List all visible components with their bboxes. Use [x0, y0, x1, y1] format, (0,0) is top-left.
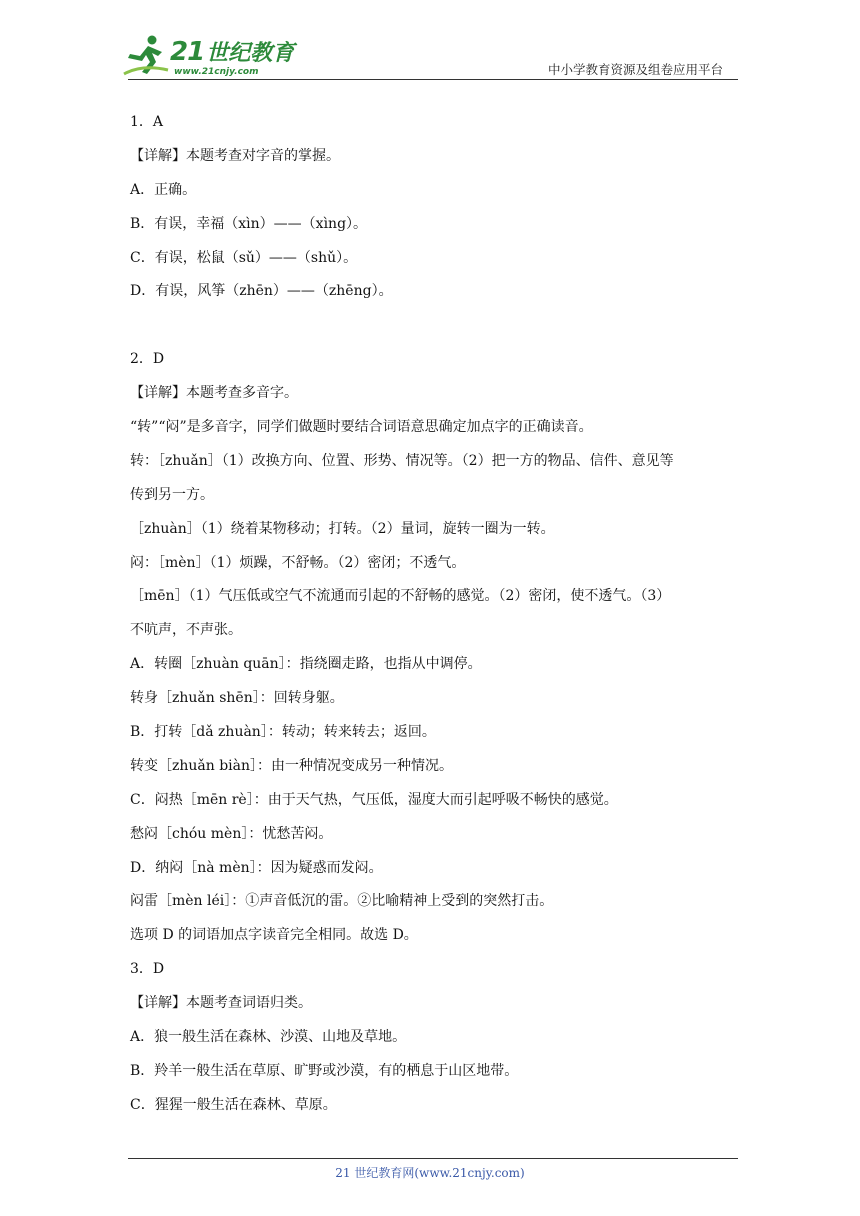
text-line: C．闷热［mēn rè］：由于天气热，气压低，湿度大而引起呼吸不畅快的感觉。 [130, 791, 618, 808]
text-line: C．猩猩一般生活在森林、草原。 [130, 1096, 337, 1113]
text-line: 3．D [130, 961, 165, 978]
text-line: D．有误，风筝（zhēn）——（zhēng）。 [130, 283, 393, 300]
text-line: 【详解】本题考查多音字。 [130, 385, 298, 402]
platform-name: 中小学教育资源及组卷应用平台 [547, 62, 723, 77]
text-line: 闷：［mèn］（1）烦躁，不舒畅。（2）密闭；不透气。 [130, 554, 466, 571]
text-line: 转身［zhuǎn shēn］：回转身躯。 [130, 690, 344, 707]
site-logo [122, 34, 295, 80]
runner-logo-icon [122, 34, 170, 78]
text-line: B．打转［dǎ zhuàn］：转动；转来转去；返回。 [130, 724, 436, 741]
text-line: 2．D [130, 351, 165, 368]
text-line: C．有误，松鼠（sǔ）——（shǔ）。 [130, 249, 358, 266]
text-line: 1．A [130, 114, 164, 130]
logo-url: www.21cnjy.com [174, 67, 259, 77]
text-line: B．羚羊一般生活在草原、旷野或沙漠，有的栖息于山区地带。 [130, 1062, 519, 1079]
text-line: A．狼一般生活在森林、沙漠、山地及草地。 [130, 1029, 407, 1046]
text-line: B．有误，幸福（xìn）——（xìng）。 [130, 215, 368, 232]
footer-divider [128, 1158, 738, 1159]
page-header [0, 0, 860, 80]
text-line: 选项 D 的词语加点字读音完全相同。故选 D。 [130, 927, 418, 944]
text-line: 闷雷［mèn léi］：①声音低沉的雷。②比喻精神上受到的突然打击。 [130, 893, 554, 910]
text-line: 传到另一方。 [130, 486, 214, 503]
page-footer: 21 世纪教育网(www.21cnjy.com) [335, 1166, 525, 1180]
text-line: “转”“闷”是多音字，同学们做题时要结合词语意思确定加点字的正确读音。 [130, 419, 593, 436]
text-line: 转变［zhuǎn biàn］：由一种情况变成另一种情况。 [130, 757, 454, 774]
text-line: A．转圈［zhuàn quān］：指绕圈走路，也指从中调停。 [130, 656, 482, 673]
answer-content [130, 110, 740, 1127]
logo-wordmark: 21世纪教育 [170, 37, 295, 67]
text-line: 转：［zhuǎn］（1）改换方向、位置、形势、情况等。（2）把一方的物品、信件、意见等 [130, 452, 674, 469]
blank-line [130, 313, 740, 347]
text-line: 【详解】本题考查对字音的掌握。 [130, 147, 340, 164]
text-line: A．正确。 [130, 181, 197, 198]
text-line: 【详解】本题考查词语归类。 [130, 995, 312, 1012]
header-divider [128, 79, 738, 80]
text-line: 不吭声，不声张。 [130, 622, 242, 639]
text-line: D．纳闷［nà mèn］：因为疑惑而发闷。 [130, 859, 383, 876]
text-line: 愁闷［chóu mèn］：忧愁苦闷。 [130, 825, 333, 842]
text-line: ［mēn］（1）气压低或空气不流通而引起的不舒畅的感觉。（2）密闭，使不透气。（3） [130, 588, 671, 605]
text-line: ［zhuàn］（1）绕着某物移动；打转。（2）量词，旋转一圈为一转。 [130, 520, 555, 537]
